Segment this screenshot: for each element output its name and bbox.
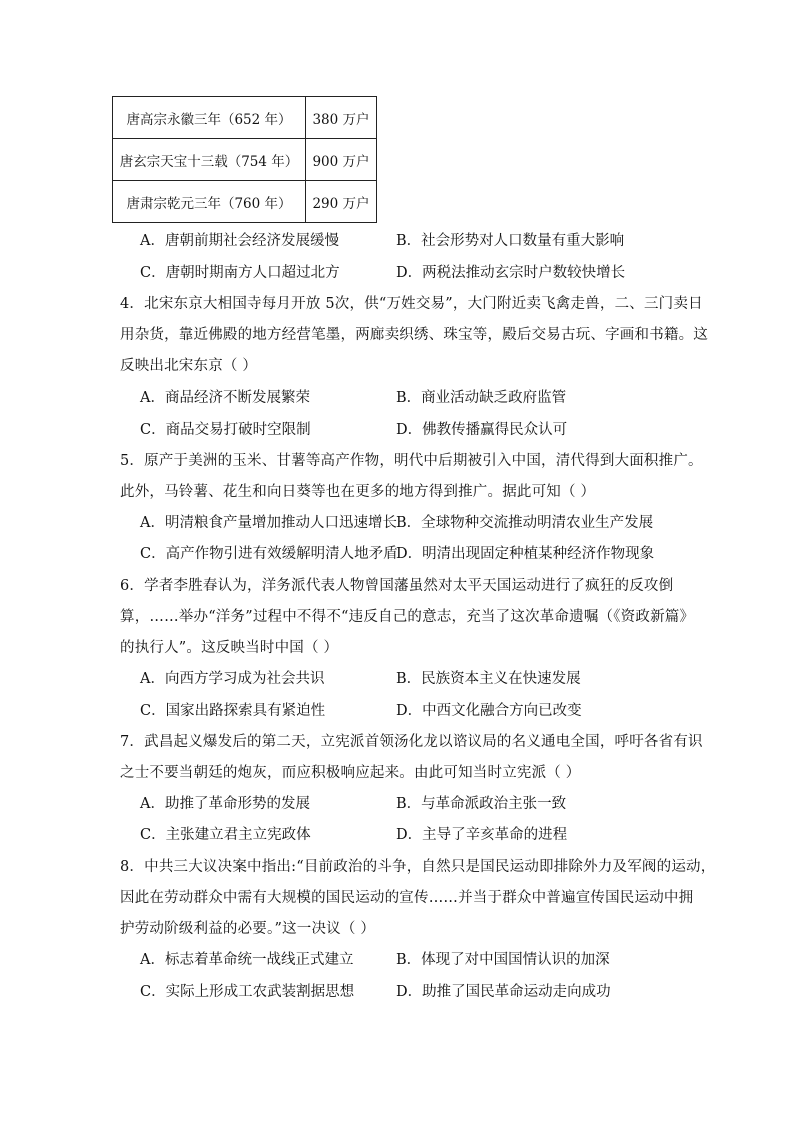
table-row: [113, 181, 377, 223]
q6-option-a[interactable]: A．向西方学习成为社会共识: [140, 671, 325, 687]
households-cell: 380 万户: [306, 97, 377, 139]
q4-option-d[interactable]: D．佛教传播赢得民众认可: [396, 422, 568, 438]
q7-option-a[interactable]: A．助推了革命形势的发展: [140, 796, 310, 812]
population-table: [112, 96, 377, 223]
era-cell: 唐肃宗乾元三年（760 年）: [113, 181, 306, 223]
table-row: [113, 139, 377, 181]
q6-option-c[interactable]: C．国家出路探索具有紧迫性: [140, 703, 326, 719]
q6-stem-line: 6．学者李胜春认为，洋务派代表人物曾国藩虽然对太平天国运动进行了疯狂的反攻倒: [120, 578, 674, 594]
q8-option-a[interactable]: A．标志着革命统一战线正式建立: [140, 952, 354, 968]
q4-option-b[interactable]: B．商业活动缺乏政府监管: [396, 390, 567, 406]
q5-stem-line: 此外，马铃薯、花生和向日葵等也在更多的地方得到推广。据此可知（ ）: [120, 484, 596, 500]
q6-option-d[interactable]: D．中西文化融合方向已改变: [396, 703, 582, 719]
era-cell: 唐高宗永徽三年（652 年）: [113, 97, 306, 139]
q3-option-b[interactable]: B．社会形势对人口数量有重大影响: [396, 233, 625, 249]
q3-option-c[interactable]: C．唐朝时期南方人口超过北方: [140, 265, 340, 281]
q5-option-c[interactable]: C．高产作物引进有效缓解明清人地矛盾: [140, 546, 398, 562]
q8-option-b[interactable]: B．体现了对中国国情认识的加深: [396, 952, 610, 968]
q4-stem-line: 4．北宋东京大相国寺每月开放 5次，供“万姓交易”，大门附近卖飞禽走兽，二、三门卖日: [120, 296, 703, 312]
q7-option-c[interactable]: C．主张建立君主立宪政体: [140, 827, 311, 843]
q8-option-c[interactable]: C．实际上形成工农武装割据思想: [140, 984, 355, 1000]
q4-option-c[interactable]: C．商品交易打破时空限制: [140, 422, 311, 438]
q3-option-d[interactable]: D．两税法推动玄宗时户数较快增长: [396, 265, 626, 281]
q6-option-b[interactable]: B．民族资本主义在快速发展: [396, 671, 581, 687]
q3-option-a[interactable]: A．唐朝前期社会经济发展缓慢: [140, 233, 339, 249]
q6-stem-line: 算，……举办“洋务”过程中不得不“违反自己的意志，充当了这次革命遗嘱（《资政新篇》: [120, 609, 695, 625]
q7-option-b[interactable]: B．与革命派政治主张一致: [396, 796, 567, 812]
q4-stem-line: 反映出北宋东京（ ）: [120, 358, 258, 374]
q7-stem-line: 之士不要当朝廷的炮灰，而应积极响应起来。由此可知当时立宪派（ ）: [120, 765, 581, 781]
q8-stem-line: 8．中共三大议决案中指出:“目前政治的斗争，自然只是国民运动即排除外力及军阀的运动，: [120, 859, 716, 875]
q5-option-b[interactable]: B．全球物种交流推动明清农业生产发展: [396, 515, 654, 531]
q8-stem-line: 因此在劳动群众中需有大规模的国民运动的宣传……并当于群众中普遍宣传国民运动中拥: [120, 890, 694, 906]
q5-stem-line: 5．原产于美洲的玉米、甘薯等高产作物，明代中后期被引入中国，清代得到大面积推广。: [120, 453, 703, 469]
q8-stem-line: 护劳动阶级利益的必要。”这一决议（ ）: [120, 921, 376, 937]
q7-option-d[interactable]: D．主导了辛亥革命的进程: [396, 827, 568, 843]
q5-option-a[interactable]: A．明清粮食产量增加推动人口迅速增长: [140, 515, 397, 531]
table-row: [113, 97, 377, 139]
era-cell: 唐玄宗天宝十三载（754 年）: [113, 139, 306, 181]
q4-option-a[interactable]: A．商品经济不断发展繁荣: [140, 390, 310, 406]
q7-stem-line: 7．武昌起义爆发后的第二天，立宪派首领汤化龙以谘议局的名义通电全国，呼吁各省有识: [120, 734, 703, 750]
q8-option-d[interactable]: D．助推了国民革命运动走向成功: [396, 984, 611, 1000]
households-cell: 900 万户: [306, 139, 377, 181]
q5-option-d[interactable]: D．明清出现固定种植某种经济作物现象: [396, 546, 655, 562]
households-cell: 290 万户: [306, 181, 377, 223]
q4-stem-line: 用杂货，靠近佛殿的地方经营笔墨，两廊卖织绣、珠宝等，殿后交易古玩、字画和书籍。这: [120, 327, 708, 343]
q6-stem-line: 的执行人”。这反映当时中国（ ）: [120, 640, 339, 656]
